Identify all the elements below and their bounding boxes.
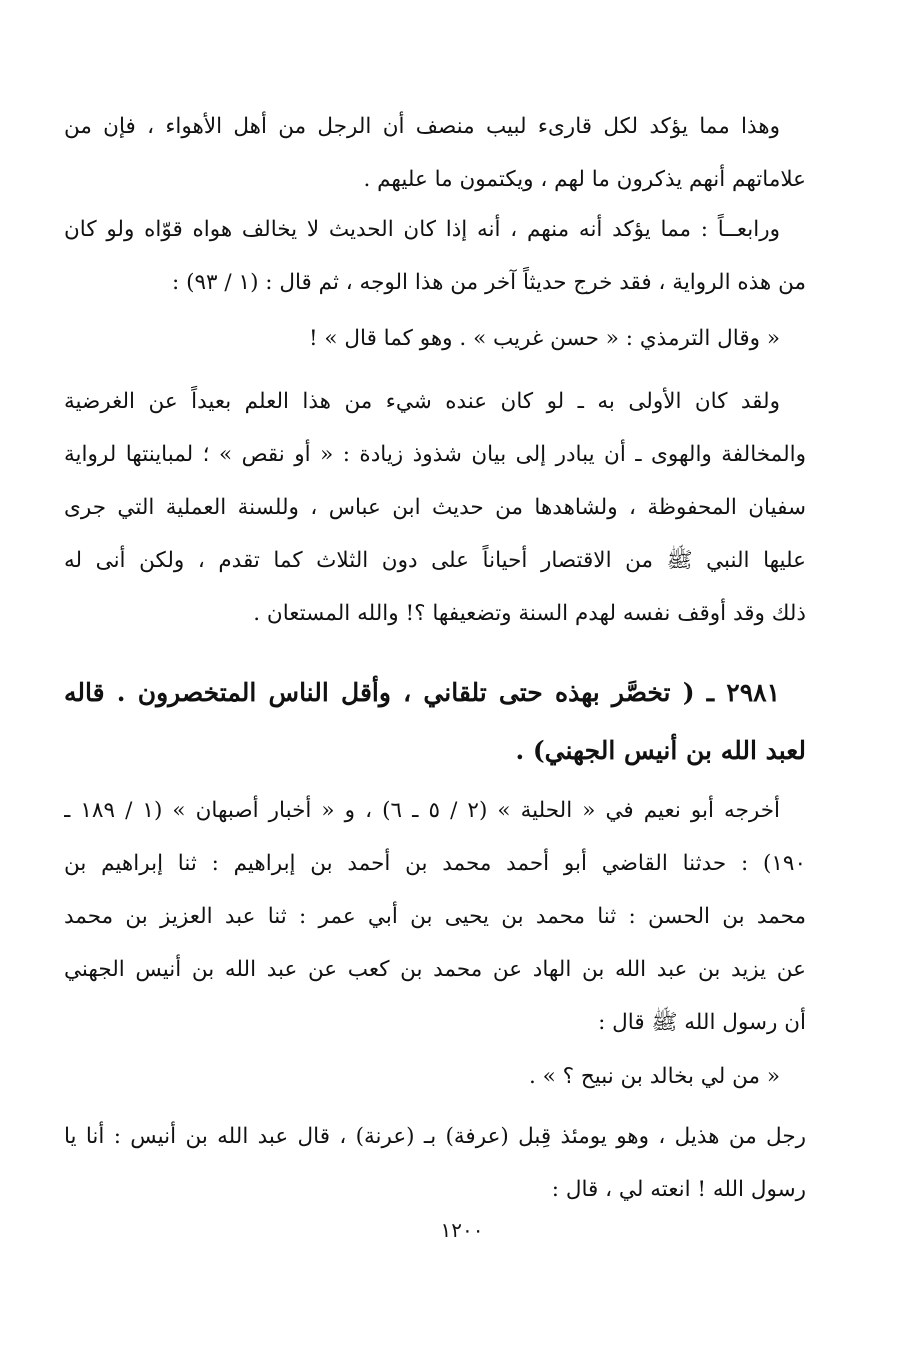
heading-line: لعبد الله بن أنيس الجهني) .	[515, 736, 806, 765]
text-line: والمخالفة والهوى ـ أن يبادر إلى بيان شذوذ زيادة : « أو نقص » ؛ لمباينتها لرواية	[64, 442, 806, 467]
paragraph-3	[64, 375, 806, 640]
text-line: رجل من هذيل ، وهو يومئذ قِبل (عرفة) بـ (عرنة) ، قال عبد الله بن أنيس : أنا يا	[64, 1124, 806, 1149]
text-line: أخرجه أبو نعيم في « الحلية » (٢ / ٥ ـ ٦) ، و « أخبار أصبهان » (١ / ١٨٩ ـ	[64, 798, 780, 823]
text-line: ولقد كان الأولى به ـ لو كان عنده شيء من هذا العلم بعيداً عن الغرضية	[64, 389, 780, 414]
heading-line: ٢٩٨١ ـ ( تخصَّر بهذه حتى تلقاني ، وأقل الناس المتخصرون . قاله	[64, 678, 780, 707]
text-line: عليها النبي ﷺ من الاقتصار أحياناً على دون الثلاث كما تقدم ، ولكن أنى له	[64, 548, 806, 573]
text-line: وهذا مما يؤكد لكل قارىء لبيب منصف أن الرجل من أهل الأهواء ، فإن من	[64, 114, 780, 139]
paragraph-1	[64, 100, 806, 206]
text-line: من هذه الرواية ، فقد خرج حديثاً آخر من هذا الوجه ، ثم قال : (١ / ٩٣) :	[172, 270, 806, 295]
text-line: « وقال الترمذي : « حسن غريب » . وهو كما قال » !	[308, 326, 780, 351]
text-line: سفيان المحفوظة ، ولشاهدها من حديث ابن عباس ، وللسنة العملية التي جرى	[64, 495, 806, 520]
text-line: رسول الله ! انعته لي ، قال :	[551, 1177, 806, 1202]
text-line: عن يزيد بن عبد الله بن الهاد عن محمد بن كعب عن عبد الله بن أنيس الجهني	[64, 957, 806, 982]
text-line: أن رسول الله ﷺ قال :	[598, 1010, 806, 1035]
text-line: علاماتهم أنهم يذكرون ما لهم ، ويكتمون ما عليهم .	[363, 167, 806, 192]
paragraph-2	[64, 203, 806, 309]
text-line: ورابعــاً : مما يؤكد أنه منهم ، أنه إذا كان الحديث لا يخالف هواه قوّاه ولو كان	[64, 217, 780, 242]
text-line: ١٩٠) : حدثنا القاضي أبو أحمد محمد بن أحمد بن إبراهيم : ثنا إبراهيم بن	[64, 851, 806, 876]
text-line: « من لي بخالد بن نبيح ؟ » .	[528, 1064, 780, 1089]
paragraph-4	[64, 784, 806, 1049]
quotation-1	[64, 312, 806, 365]
quotation-2	[64, 1050, 806, 1103]
text-line: ذلك وقد أوقف نفسه لهدم السنة وتضعيفها ؟! والله المستعان .	[253, 601, 806, 626]
hadith-heading	[64, 664, 806, 780]
page-number: ١٢٠٠	[440, 1218, 484, 1242]
paragraph-5	[64, 1110, 806, 1216]
text-line: محمد بن الحسن : ثنا محمد بن يحيى بن أبي عمر : ثنا عبد العزيز بن محمد	[64, 904, 806, 929]
